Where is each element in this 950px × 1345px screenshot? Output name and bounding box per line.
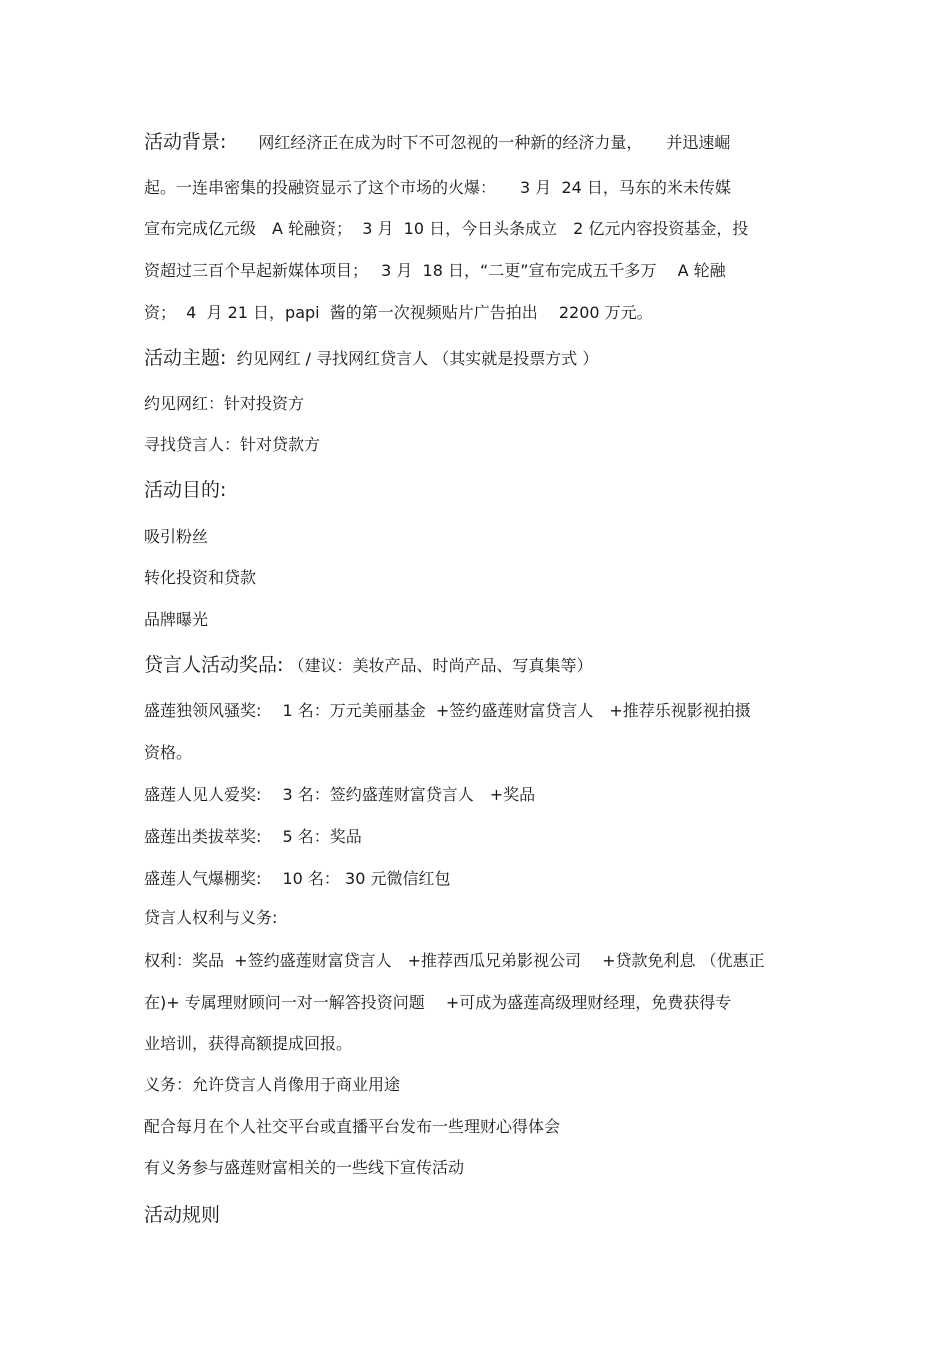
- background-line-5: 资； 4 月 21 日，papi 酱的第一次视频贴片广告拍出 2200 万元。: [144, 303, 653, 322]
- purpose-item-convert: 转化投资和贷款: [144, 568, 257, 587]
- theme-line: [144, 346, 598, 370]
- background-line-3: 宣布完成亿元级 A 轮融资； 3 月 10 日，今日头条成立 2 亿元内容投资基金，投: [144, 219, 749, 238]
- rights-line-1: 权利：奖品 +签约盛莲财富贷言人 +推荐西瓜兄弟影视公司 +贷款免利息 （优惠正: [144, 951, 765, 970]
- theme-item-loan: 寻找贷言人：针对贷款方: [144, 435, 321, 454]
- prize-line-3: 盛莲人见人爱奖: 3 名：签约盛莲财富贷言人 +奖品: [144, 785, 536, 804]
- background-line-1: [144, 130, 730, 154]
- prizes-heading: 贷言人活动奖品:: [144, 654, 284, 676]
- rights-line-2: 在)+ 专属理财顾问一对一解答投资问题 +可成为盛莲高级理财经理，免费获得专: [144, 993, 732, 1012]
- prize-line-4: 盛莲出类拔萃奖: 5 名：奖品: [144, 827, 362, 846]
- purpose-item-brand: 品牌曝光: [144, 610, 209, 629]
- duties-line-3: 有义务参与盛莲财富相关的一些线下宣传活动: [144, 1158, 465, 1177]
- theme-item-invest: 约见网红：针对投资方: [144, 394, 305, 413]
- prize-line-2: 资格。: [144, 743, 193, 762]
- rights-line-3: 业培训，获得高额提成回报。: [144, 1034, 353, 1053]
- background-text-1: 网红经济正在成为时下不可忽视的一种新的经济力量， 并迅速崛: [258, 133, 731, 152]
- duties-line-2: 配合每月在个人社交平台或直播平台发布一些理财心得体会: [144, 1117, 561, 1136]
- theme-text: 约见网红 / 寻找网红贷言人 （其实就是投票方式 ）: [236, 349, 599, 368]
- rules-heading: 活动规则: [144, 1204, 221, 1226]
- prizes-note: （建议：美妆产品、时尚产品、写真集等）: [288, 656, 593, 675]
- theme-heading: 活动主题:: [144, 347, 227, 369]
- background-heading: 活动背景:: [144, 131, 227, 153]
- background-line-4: 资超过三百个早起新媒体项目； 3 月 18 日，“二更”宣布完成五千多万 A 轮融: [144, 261, 726, 280]
- purpose-heading: 活动目的:: [144, 479, 227, 501]
- prize-line-1: 盛莲独领风骚奖: 1 名：万元美丽基金 +签约盛莲财富贷言人 +推荐乐视影视拍摄: [144, 701, 751, 720]
- duties-line-1: 义务：允许贷言人肖像用于商业用途: [144, 1075, 401, 1094]
- rights-title: 贷言人权利与义务:: [144, 908, 278, 927]
- background-line-2: 起。一连串密集的投融资显示了这个市场的火爆： 3 月 24 日，马东的米未传媒: [144, 178, 731, 197]
- purpose-item-fans: 吸引粉丝: [144, 527, 209, 546]
- prizes-line: [144, 653, 593, 677]
- prize-line-5: 盛莲人气爆棚奖: 10 名： 30 元微信红包: [144, 869, 451, 888]
